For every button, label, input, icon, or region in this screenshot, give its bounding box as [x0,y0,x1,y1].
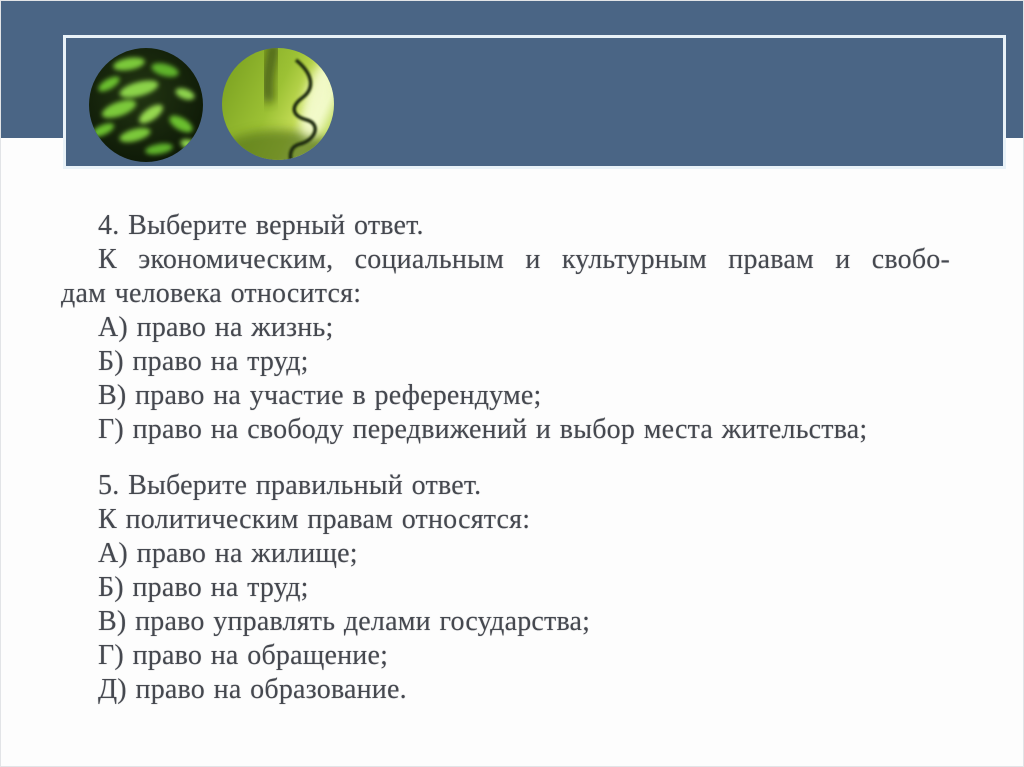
green-apple-puzzle-image [222,48,334,160]
text-line: 4. Выберите верный ответ. [98,210,424,241]
question-block [61,469,950,707]
text-line: А) право на жизнь; [98,312,334,343]
text-line: 5. Выберите правильный ответ. [98,470,482,501]
header-card [63,35,1006,169]
green-apple-puzzle-photo [222,48,334,160]
quiz-text-block [61,209,950,707]
text-line: В) право управлять делами государства; [98,606,591,637]
green-leaves-photo [89,48,203,162]
text-line: Б) право на труд; [98,572,309,603]
text-line: дам человека относится: [61,278,362,309]
text-line: К экономическим, социальным и культурным правам и свобо- [98,244,950,275]
text-line: В) право на участие в референдуме; [98,380,542,411]
text-line: А) право на жилище; [98,538,358,569]
question-block [61,209,950,447]
green-leaves-image [89,48,203,162]
text-line: Д) право на образование. [98,674,407,705]
text-line: К политическим правам относятся: [98,504,531,535]
text-line: Г) право на обращение; [98,640,389,671]
text-line: Г) право на свободу передвижений и выбор места жительства; [98,414,868,445]
text-line: Б) право на труд; [98,346,309,377]
